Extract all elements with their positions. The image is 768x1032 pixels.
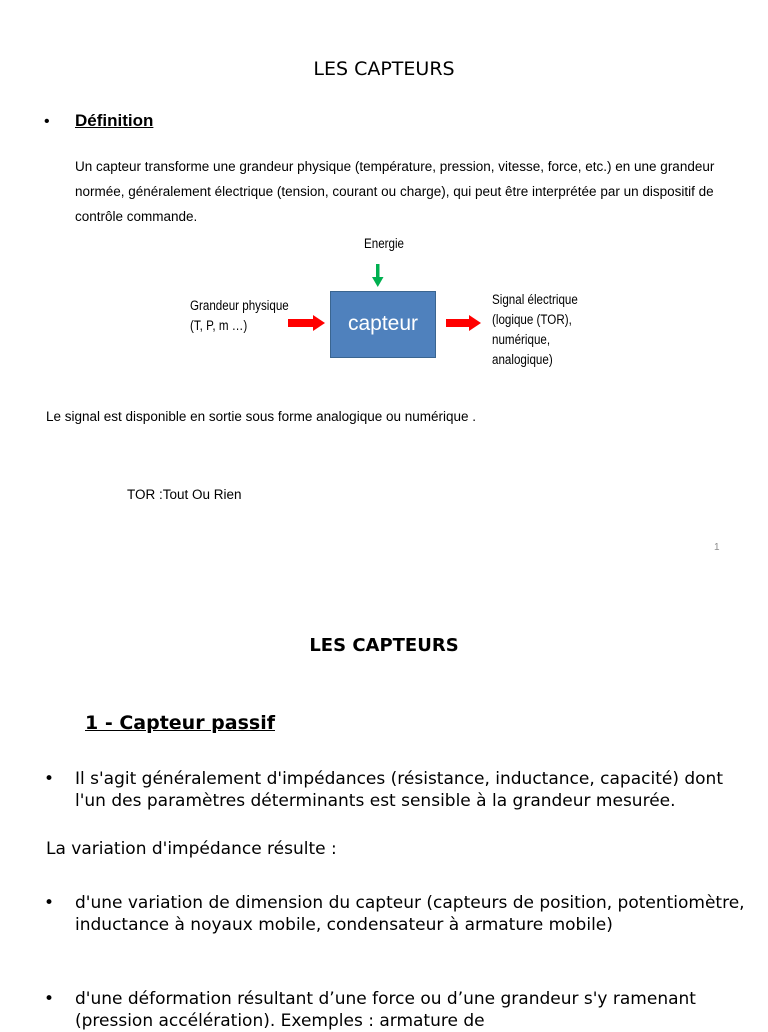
sensor-box-label: capteur — [347, 312, 419, 335]
input-label-line2: (T, P, m …) — [190, 318, 248, 333]
sensor-box — [330, 291, 436, 358]
bullet-dimension-variation: d'une variation de dimension du capteur (capteurs de position, potentiomètre, inductance à noyaux mobile, condensateur à armature mobile) — [75, 893, 745, 935]
output-arrow — [446, 315, 481, 331]
output-label-line4: analogique) — [492, 352, 553, 367]
input-label — [190, 296, 289, 336]
bullet-marker: • — [44, 113, 50, 130]
variation-sentence: La variation d'impédance résulte : — [46, 839, 337, 859]
signal-sentence: Le signal est disponible en sortie sous forme analogique ou numérique . — [46, 409, 477, 424]
output-label-line3: numérique, — [492, 332, 551, 347]
bullet-marker: • — [44, 989, 55, 1009]
energy-arrow — [372, 264, 384, 287]
definition-heading: Définition — [75, 111, 154, 130]
input-label-line1: Grandeur physique — [190, 298, 289, 313]
energy-label: Energie — [364, 236, 405, 251]
bullet-marker: • — [44, 769, 55, 789]
definition-paragraph: Un capteur transforme une grandeur physique (température, pression, vitesse, force, etc.) en une grandeur normée, généralement électrique (tension, courant ou charge), qui peut être interprétée par un dispositif de contrôle commande. — [75, 159, 715, 224]
tor-definition: TOR :Tout Ou Rien — [127, 487, 242, 502]
output-label-line2: (logique (TOR), — [492, 312, 572, 327]
page-number: 1 — [714, 542, 720, 553]
section-heading: 1 - Capteur passif — [85, 712, 275, 734]
bullet-impedance: Il s'agit généralement d'impédances (résistance, inductance, capacité) dont l'un des paramètres déterminants est sensible à la grandeur mesurée. — [75, 769, 723, 811]
input-arrow — [288, 315, 325, 331]
sensor-diagram — [180, 232, 590, 392]
slide2-title: LES CAPTEURS — [309, 635, 459, 656]
output-label-line1: Signal électrique — [492, 292, 578, 307]
bullet-deformation: d'une déformation résultant d’une force ou d’une grandeur s'y ramenant (pression accélération). Exemples : armature de — [75, 989, 696, 1031]
output-label — [492, 290, 578, 370]
bullet-marker: • — [44, 893, 55, 913]
slide1-title: LES CAPTEURS — [313, 58, 455, 80]
